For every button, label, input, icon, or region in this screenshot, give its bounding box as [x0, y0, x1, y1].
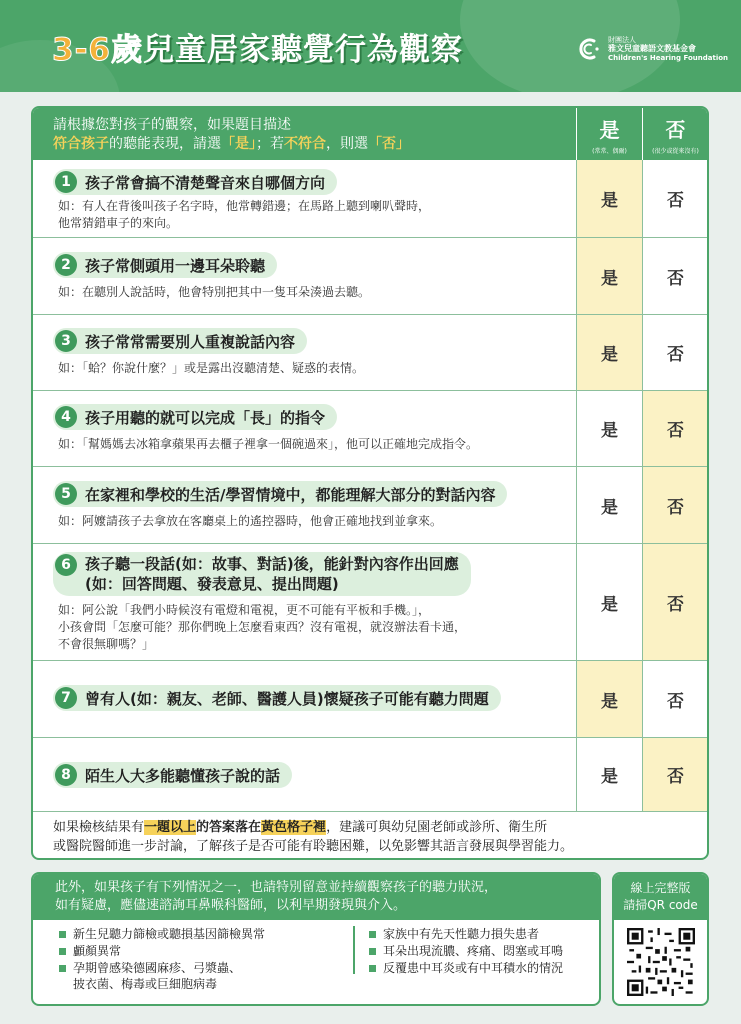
risk-list-right [353, 926, 593, 974]
note-highlight: 黃色格子裡 [261, 820, 327, 835]
table-row [33, 160, 707, 238]
question-text: 孩子常常需要別人重複說話內容 [85, 332, 296, 351]
risk-factors-box [31, 872, 601, 1006]
table-row [33, 315, 707, 391]
question-cell [33, 391, 576, 466]
question-number: 8 [55, 764, 77, 786]
yes-header-sub: (常常、偶爾) [592, 148, 627, 155]
yes-option[interactable]: 是 [576, 661, 642, 737]
instructions-line-1: 請根據您對孩子的觀察，如果題目描述 [53, 117, 291, 133]
question-text: 孩子常會搞不清楚聲音來自哪個方向 [85, 173, 326, 192]
yes-quote: 「是」 [221, 136, 256, 152]
observation-table [31, 106, 709, 860]
question-text: 陌生人大多能聽懂孩子說的話 [85, 766, 281, 785]
question-cell [33, 238, 576, 314]
question-number: 4 [55, 406, 77, 428]
question-example: 如：「幫媽媽去冰箱拿蘋果再去櫃子裡拿一個碗過來」，他可以正確地完成指令。 [58, 437, 479, 451]
no-header-label: 否 [665, 118, 686, 142]
no-option[interactable]: 否 [642, 238, 708, 314]
list-item: 顱顏異常 [59, 943, 329, 960]
page-title [52, 24, 463, 69]
question-example: 如：「蛤？你說什麼？」或是露出沒聽清楚、疑惑的表情。 [58, 361, 365, 375]
instructions-text: 的聽能表現，請選 [109, 136, 221, 152]
question-number: 6 [55, 554, 77, 576]
title-age: 3-6歲 [52, 32, 144, 68]
no-option[interactable]: 否 [642, 160, 708, 237]
note-text-bold: 的答案落在 [196, 820, 262, 835]
question-pill [53, 252, 277, 278]
instructions-line-2 [53, 135, 410, 154]
note-line-1 [53, 818, 707, 837]
foundation-logo [576, 36, 728, 62]
table-header [33, 108, 707, 160]
question-text: 孩子聽一段話(如：故事、對話)後，能針對內容作出回應 (如：回答問題、發表意見、提出問題) [85, 555, 459, 593]
question-cell [33, 160, 576, 237]
question-cell [33, 544, 576, 660]
question-cell [33, 315, 576, 390]
header-banner [0, 0, 741, 92]
yes-option[interactable]: 是 [576, 738, 642, 811]
question-example: 如：有人在背後叫孩子名字時，他常轉錯邊；在馬路上聽到喇叭聲時， 他常猜錯車子的來向。 [58, 199, 431, 230]
list-item: 家族中有先天性聽力損失患者 [369, 926, 593, 943]
mismatch-text: 不符合 [284, 136, 326, 152]
question-text: 孩子常側頭用一邊耳朵聆聽 [85, 256, 266, 275]
question-cell [33, 467, 576, 543]
no-option[interactable]: 否 [642, 544, 708, 660]
yes-column-header [576, 108, 642, 160]
logo-line-1: 財團法人 [608, 36, 636, 45]
question-pill [53, 328, 307, 354]
question-pill [53, 762, 292, 788]
question-pill [53, 481, 507, 507]
logo-ear-icon [576, 36, 602, 62]
note-highlight: 一題以上 [144, 820, 197, 835]
no-header-sub: (很少或從來沒有) [652, 148, 699, 155]
note-text: 如果檢核結果有 [53, 820, 145, 835]
instructions-text: ，則選 [326, 136, 368, 152]
table-row [33, 661, 707, 738]
yes-option[interactable]: 是 [576, 160, 642, 237]
list-item: 新生兒聽力篩檢或聽損基因篩檢異常 [59, 926, 329, 943]
yes-header-label: 是 [599, 118, 620, 142]
title-text: 兒童居家聽覺行為觀察 [143, 32, 464, 68]
question-cell [33, 738, 576, 811]
question-number: 7 [55, 687, 77, 709]
yes-option[interactable]: 是 [576, 467, 642, 543]
table-row [33, 238, 707, 315]
question-pill [53, 169, 337, 195]
question-example: 如：阿公說「我們小時候沒有電燈和電視，更不可能有平板和手機。」， 小孩會問「怎麼可能？那你們晚上怎麼看東西？沒有電視，就沒辦法看卡通， 不會很無聊嗎？」 [58, 603, 467, 651]
instructions-text: ；若 [256, 136, 284, 152]
no-option[interactable]: 否 [642, 315, 708, 390]
question-example: 如：在聽別人說話時，他會特別把其中一隻耳朵湊過去聽。 [58, 285, 371, 299]
no-option[interactable]: 否 [642, 738, 708, 811]
question-number: 2 [55, 254, 77, 276]
note-line-2: 或醫院醫師進一步討論，了解孩子是否可能有聆聽困難，以免影響其語言發展與學習能力。 [53, 839, 574, 854]
table-row [33, 738, 707, 812]
no-option[interactable]: 否 [642, 661, 708, 737]
question-pill [53, 404, 337, 430]
no-option[interactable]: 否 [642, 391, 708, 466]
question-cell [33, 661, 576, 737]
note-text: ，建議可與幼兒園老師或診所、衛生所 [326, 820, 548, 835]
table-row [33, 467, 707, 544]
table-instructions [53, 116, 410, 154]
yes-option[interactable]: 是 [576, 315, 642, 390]
yes-option[interactable]: 是 [576, 238, 642, 314]
list-item: 反覆患中耳炎或有中耳積水的情況 [369, 960, 593, 977]
list-item: 耳朵出現流膿、疼痛、悶塞或耳鳴 [369, 943, 593, 960]
table-row [33, 544, 707, 661]
no-option[interactable]: 否 [642, 467, 708, 543]
question-number: 5 [55, 483, 77, 505]
yes-option[interactable]: 是 [576, 391, 642, 466]
result-note [33, 812, 707, 858]
risk-list-left [59, 926, 329, 992]
question-text: 在家裡和學校的生活/學習情境中，都能理解大部分的對話內容 [85, 485, 496, 504]
table-row [33, 391, 707, 467]
question-pill [53, 552, 471, 596]
qr-code-box [612, 872, 709, 1006]
question-text: 曾有人(如：親友、老師、醫護人員)懷疑孩子可能有聽力問題 [85, 689, 489, 708]
no-quote: 「否」 [368, 136, 410, 152]
risk-factors-heading: 此外，如果孩子有下列情況之一，也請特別留意並持續觀察孩子的聽力狀況， 如有疑慮，應儘速諮詢耳鼻喉科醫師，以利早期發現與介入。 [33, 874, 599, 920]
question-example: 如：阿嬤請孩子去拿放在客廳桌上的遙控器時，他會正確地找到並拿來。 [58, 514, 443, 528]
qr-code-icon[interactable] [627, 928, 695, 996]
qr-heading: 線上完整版 請掃QR code [614, 874, 707, 920]
question-number: 1 [55, 171, 77, 193]
question-number: 3 [55, 330, 77, 352]
match-text: 符合孩子 [53, 136, 109, 152]
question-text: 孩子用聽的就可以完成「長」的指令 [85, 408, 326, 427]
no-column-header [642, 108, 708, 160]
list-item: 孕期曾感染德國麻疹、弓漿蟲、 披衣菌、梅毒或巨細胞病毒 [59, 960, 329, 992]
question-pill [53, 685, 501, 711]
yes-option[interactable]: 是 [576, 544, 642, 660]
logo-line-2: 雅文兒童聽語文教基金會 [608, 44, 696, 54]
logo-line-3: Children's Hearing Foundation [608, 53, 729, 62]
